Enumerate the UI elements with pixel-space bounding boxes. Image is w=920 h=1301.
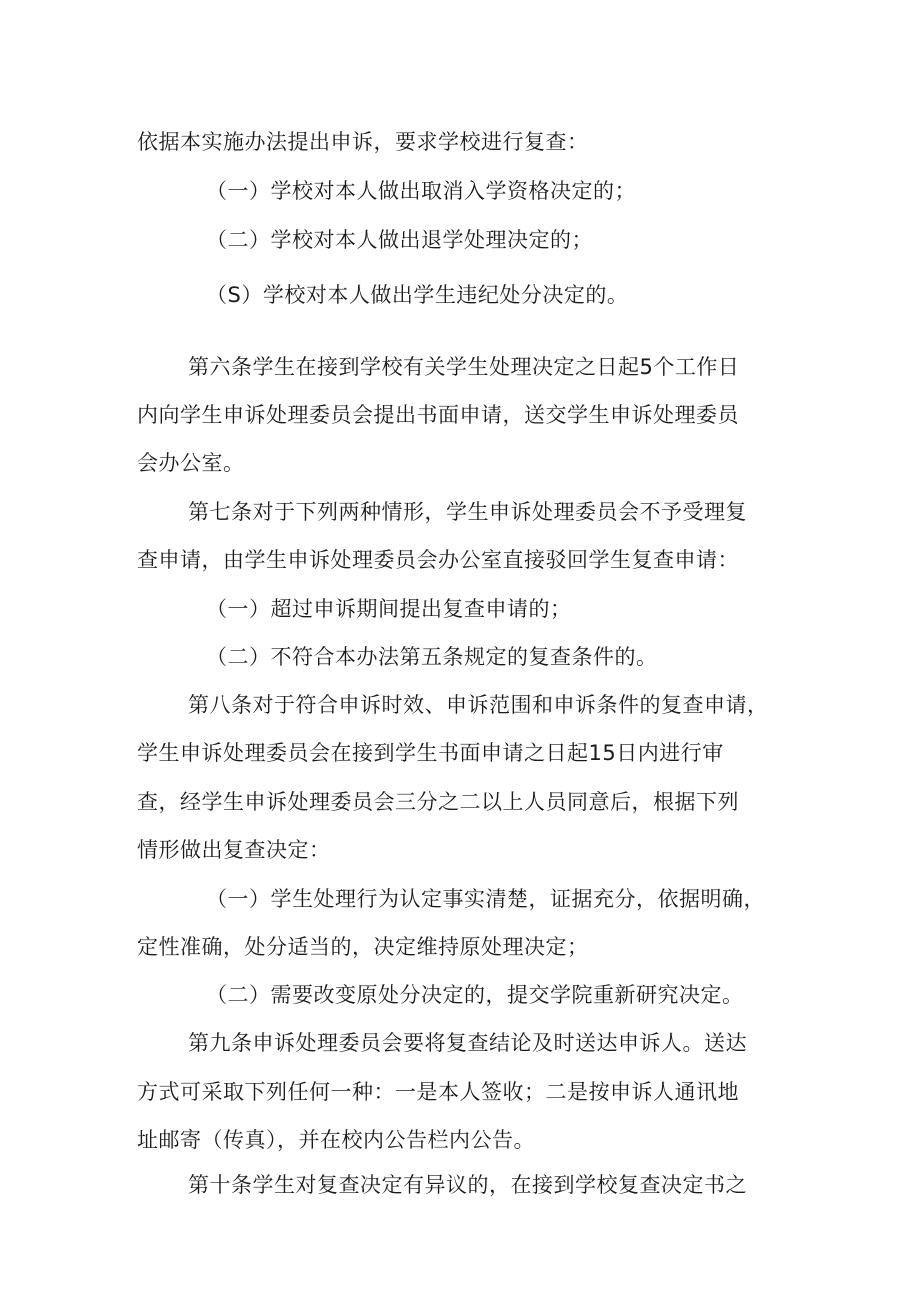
- article-6-line: 会办公室。: [137, 451, 245, 475]
- list-item: （一）学校对本人做出取消入学资格决定的；: [206, 179, 636, 203]
- list-item: （一）超过申诉期间提出复查申请的；: [206, 597, 572, 621]
- list-item: （二）学校对本人做出退学处理决定的；: [206, 228, 593, 252]
- list-item: （一）学生处理行为认定事实清楚，证据充分，依据明确，: [206, 887, 765, 911]
- list-item: （二）需要改变原处分决定的，提交学院重新研究决定。: [206, 983, 744, 1007]
- article-10-line: 第十条学生对复查决定有异议的，在接到学校复查决定书之: [188, 1173, 747, 1197]
- article-7-line: 第七条对于下列两种情形，学生申诉处理委员会不予受理复: [188, 500, 747, 524]
- article-8-line: 查，经学生申诉处理委员会三分之二以上人员同意后，根据下列: [137, 790, 739, 814]
- text-line: 依据本实施办法提出申诉，要求学校进行复查：: [137, 130, 589, 154]
- article-9-line: 址邮寄（传真），并在校内公告栏内公告。: [137, 1128, 535, 1152]
- article-8-line: 情形做出复查决定：: [137, 838, 331, 862]
- article-7-line: 查申请，由学生申诉处理委员会办公室直接驳回学生复查申请：: [137, 548, 739, 572]
- article-9-line: 第九条申诉处理委员会要将复查结论及时送达申诉人。送达: [188, 1031, 747, 1055]
- article-6-line: 内向学生申诉处理委员会提出书面申请，送交学生申诉处理委员: [137, 403, 739, 427]
- list-item: （S）学校对本人做出学生违纪处分决定的。: [206, 283, 629, 307]
- article-9-line: 方式可采取下列任何一种：一是本人签收；二是按申诉人通讯地: [137, 1080, 739, 1104]
- article-6-line: 第六条学生在接到学校有关学生处理决定之日起5个工作日: [188, 355, 740, 379]
- article-8-line: 学生申诉处理委员会在接到学生书面申请之日起15日内进行审: [137, 741, 724, 765]
- list-item-continuation: 定性准确，处分适当的，决定维持原处理决定；: [137, 935, 589, 959]
- list-item: （二）不符合本办法第五条规定的复查条件的。: [206, 645, 658, 669]
- article-8-line: 第八条对于符合申诉时效、申诉范围和申诉条件的复查申请，: [188, 693, 769, 717]
